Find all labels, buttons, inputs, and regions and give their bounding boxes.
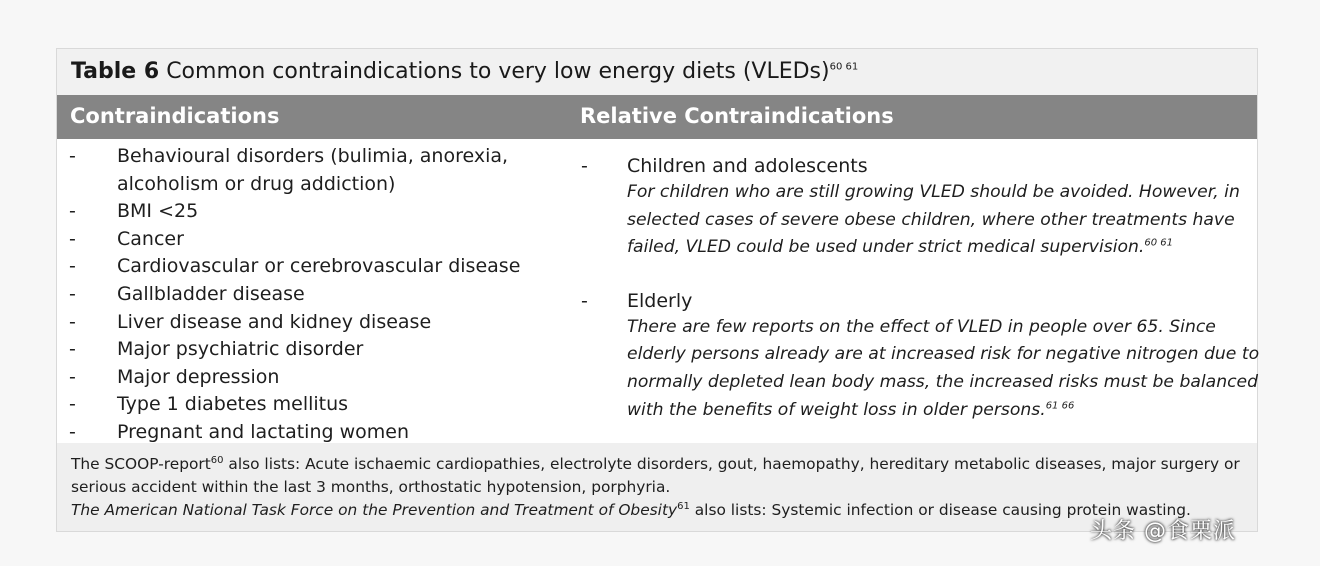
contraindications-table	[56, 48, 1258, 532]
list-item: - Behavioural disorders (bulimia, anorexia,	[57, 143, 557, 171]
relative-contraindications-list	[577, 153, 1260, 424]
bullet-dash: -	[69, 420, 76, 443]
bullet-dash: -	[69, 282, 76, 305]
list-item: - Cancer	[57, 226, 557, 254]
list-item: - Gallbladder disease	[57, 281, 557, 309]
bullet-dash: -	[69, 255, 76, 278]
list-item: - Major depression	[57, 364, 557, 392]
item-title: Elderly	[627, 289, 693, 312]
footnote-scoop: The SCOOP-report$^{60}$ also lists: Acute ischaemic cardiopathies, electrolyte disorders, gout, haemopathy, hereditary metabolic diseases, major surgery or serious accident within the last 3 months, orthostatic hypotension, porphyria.	[71, 454, 1240, 496]
footnote-task-force: The American National Task Force on the Prevention and Treatment of Obesity$^{61}$ also lists: Systemic infection or disease causing protein wasting.	[71, 500, 1191, 519]
bullet-dash: -	[69, 338, 76, 361]
bullet-dash: -	[69, 365, 76, 388]
list-item: - Major psychiatric disorder	[57, 336, 557, 364]
list-item: - Cardiovascular or cerebrovascular disease	[57, 253, 557, 281]
list-item: - Type 1 diabetes mellitus	[57, 391, 557, 419]
caption-text	[71, 59, 858, 84]
bullet-dash: -	[69, 200, 76, 223]
table-caption	[57, 49, 1257, 95]
item-description: There are few reports on the effect of VLED in people over 65. Since elderly persons already are at increased risk for negative nitrogen due to normally depleted lean body mass, the increased risks must be balanced with the benefits of weight loss in older persons.$^{61 66}$	[627, 316, 1260, 420]
item-description: For children who are still growing VLED should be avoided. However, in selected cases of severe obese children, where other treatments have failed, VLED could be used under strict medical supervision.$^{60 61}$	[627, 182, 1240, 258]
bullet-dash: -	[69, 393, 76, 416]
header-relative-contraindications: Relative Contraindications	[580, 104, 894, 128]
item-title: Children and adolescents	[627, 155, 868, 177]
bullet-dash: -	[581, 155, 588, 177]
item-refs: 61 66	[1045, 399, 1075, 411]
contraindications-list	[57, 143, 557, 447]
list-item: - Pregnant and lactating women	[57, 419, 557, 447]
table-number: Table 6	[71, 59, 160, 84]
bullet-dash: -	[69, 227, 76, 250]
bullet-dash: -	[581, 289, 588, 312]
relative-item-elderly	[577, 288, 1260, 424]
watermark: 头条 @食栗派	[1090, 519, 1236, 544]
header-contraindications: Contraindications	[70, 104, 280, 128]
table-title: Common contraindications to very low energy diets (VLEDs)	[159, 59, 830, 84]
list-item: - Liver disease and kidney disease	[57, 309, 557, 337]
bullet-dash: -	[69, 310, 76, 333]
bullet-dash: -	[69, 145, 76, 167]
table-header-row	[57, 95, 1257, 139]
table-footnotes	[57, 443, 1257, 531]
list-item-continuation: alcoholism or drug addiction)	[117, 172, 396, 195]
item-refs: 60 61	[1144, 237, 1173, 249]
caption-refs: 60 61	[829, 61, 859, 73]
relative-item-children	[577, 153, 1257, 262]
list-item: - BMI <25	[57, 198, 557, 226]
